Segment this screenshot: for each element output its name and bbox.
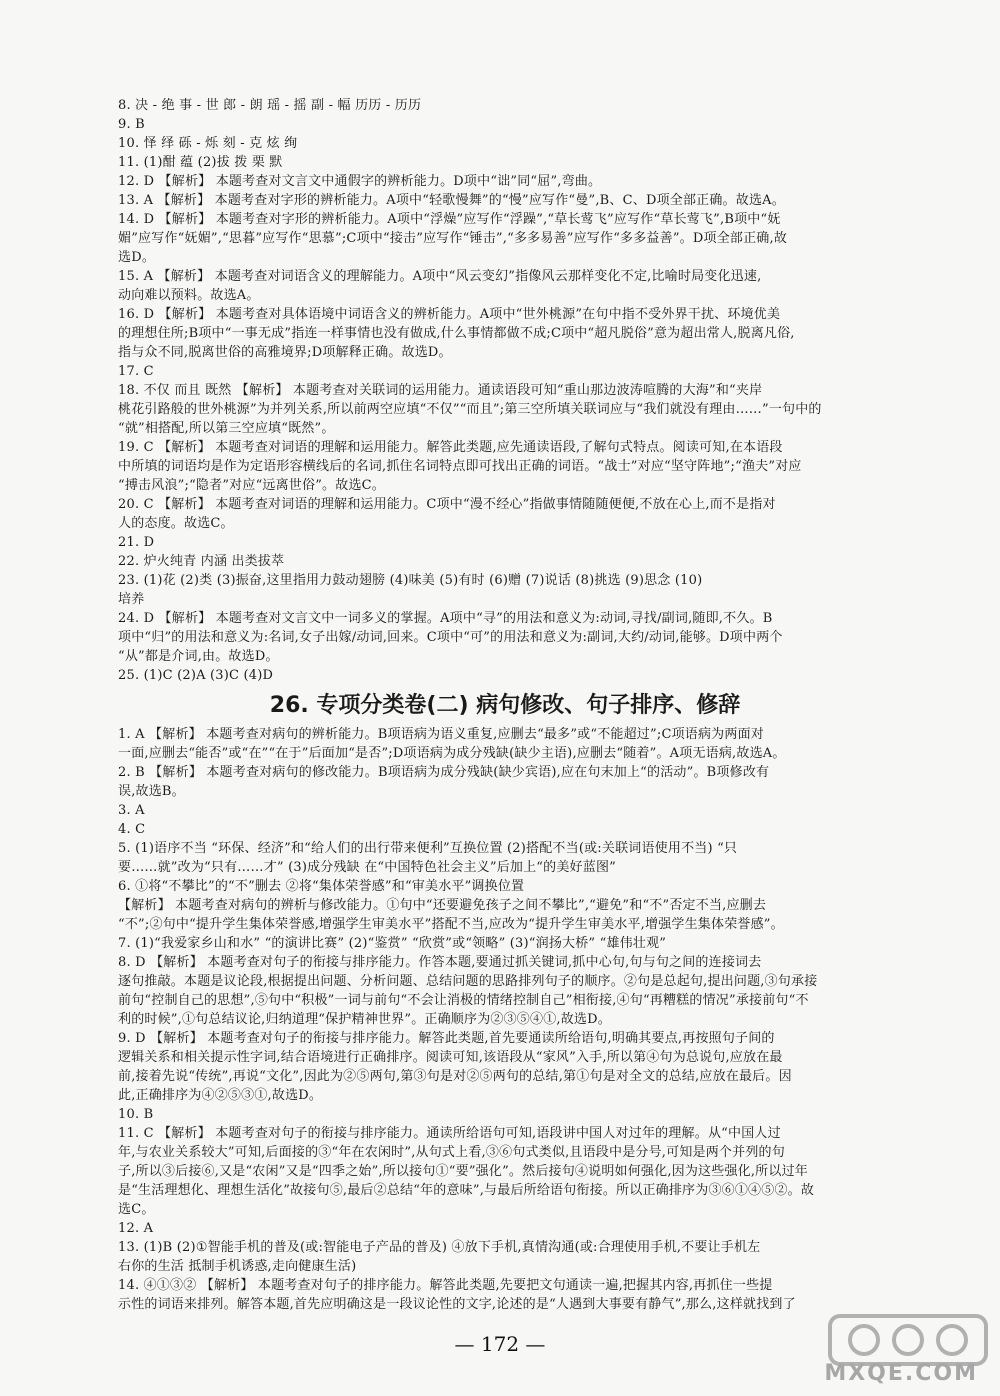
page-number: — 172 — xyxy=(454,1332,546,1356)
answer-line: 利的时候”,①句总结议论,归纳道理“保护精神世界”。正确顺序为②③⑤④①,故选D。 xyxy=(118,1012,611,1027)
answer-line: 15. A 【解析】 本题考查对词语含义的理解能力。A项中“风云变幻”指像风云那样变化不定,比喻时局变化迅速, xyxy=(118,269,762,284)
answer-line: 11. (1)酣 蕴 (2)拔 拨 栗 默 xyxy=(118,155,283,170)
answer-line: 指与众不同,脱离世俗的高雅境界;D项解释正确。故选D。 xyxy=(118,345,452,360)
answer-line: 逐句推敲。本题是议论段,根据提出问题、分析问题、总结问题的思路排列句子的顺序。②句是总起句,提出问题,③句承接 xyxy=(118,974,818,989)
answers-part2 xyxy=(118,725,892,1314)
answer-line: 16. D 【解析】 本题考查对具体语境中词语含义的辨析能力。A项中“世外桃源”在句中指不受外界干扰、环境优美 xyxy=(118,307,781,322)
answer-line: 要……就”改为“只有……才” (3)成分残缺 在“中国特色社会主义”后加上“的美好蓝图” xyxy=(118,860,617,875)
answers-part1 xyxy=(118,96,892,685)
answer-line: 19. C 【解析】 本题考查对词语的理解和运用能力。解答此类题,应先通读语段,了解句式特点。阅读可知,在本语段 xyxy=(118,440,783,455)
answer-line: 选D。 xyxy=(118,250,156,265)
answer-line: 5. (1)语序不当 “环保、经济”和“给人们的出行带来便利”互换位置 (2)搭配不当(或:关联词语使用不当) “只 xyxy=(118,841,738,856)
answer-line: 前句“控制自己的思想”,⑤句中“积极”一词与前句“不会让消极的情绪控制自己”相衔接,④句“再糟糕的情况”承接前句“不 xyxy=(118,993,809,1008)
answer-line: 是“生活理想化、理想生活化”故接句⑤,最后②总结“年的意味”,与最后所给语句衔接。所以正确排序为③⑥①④⑤②。故 xyxy=(118,1183,815,1198)
answer-line: 13. (1)B (2)①智能手机的普及(或:智能电子产品的普及) ④放下手机,真情沟通(或:合理使用手机,不要让手机左 xyxy=(118,1240,761,1255)
answer-line: 前,接着先说“传统”,再说“文化”,因此为②⑤两句,第③句是对②⑤两句的总结,第①句是对全文的总结,应放在最后。因 xyxy=(118,1069,792,1084)
answer-line: “不”;②句中“提升学生集体荣誉感,增强学生审美水平”搭配不当,应改为“提升学生审美水平,增强学生集体荣誉感”。 xyxy=(118,917,784,932)
answer-line: 项中“归”的用法和意义为:名词,女子出嫁/动词,回来。C项中“可”的用法和意义为:副词,大约/动词,能够。D项中两个 xyxy=(118,630,783,645)
answer-line: 1. A 【解析】 本题考查对病句的辨析能力。B项语病为语义重复,应删去“最多”或“不能超过”;C项语病为两面对 xyxy=(118,727,764,742)
answer-line: 示性的词语来排列。解答本题,首先应明确这是一段议论性的文字,论述的是“人遇到大事要有静气”,那么,这样就找到了 xyxy=(118,1297,796,1312)
answer-line: 23. (1)花 (2)类 (3)振奋,这里指用力鼓动翅膀 (4)味美 (5)有时 (6)赠 (7)说话 (8)挑选 (9)思念 (10) xyxy=(118,573,703,588)
answer-line: 媚”应写作“妩媚”,“思暮”应写作“思慕”;C项中“接击”应写作“锤击”,“多多易善”应写作“多多益善”。D项全部正确,故 xyxy=(118,231,788,246)
answer-line: 17. C xyxy=(118,364,154,379)
answer-line: 21. D xyxy=(118,535,155,550)
answer-line: 【解析】 本题考查对病句的辨析与修改能力。①句中“还要避免孩子之间不攀比”,“避免”和“不”否定不当,应删去 xyxy=(118,898,767,913)
answer-line: 右你的生活 抵制手机诱惑,走向健康生活) xyxy=(118,1259,357,1274)
answer-line: 12. D 【解析】 本题考查对文言文中通假字的辨析能力。D项中“诎”同“屈”,弯曲。 xyxy=(118,174,602,189)
answer-line: 13. A 【解析】 本题考查对字形的辨析能力。A项中“轻歌慢舞”的“慢”应写作“曼”,B、C、D项全部正确。故选A。 xyxy=(118,193,785,208)
answer-line: 18. 不仅 而且 既然 【解析】 本题考查对关联词的运用能力。通读语段可知“重山那边波涛喧腾的大海”和“夹岸 xyxy=(118,383,763,398)
answer-line: 10. B xyxy=(118,1107,154,1122)
answer-line: 12. A xyxy=(118,1221,154,1236)
answer-line: 动向难以预料。故选A。 xyxy=(118,288,260,303)
answer-line: 24. D 【解析】 本题考查对文言文中一词多义的掌握。A项中“寻”的用法和意义为:动词,寻找/副词,随即,不久。B xyxy=(118,611,773,626)
answer-line: “就”相搭配,所以第三空应填“既然”。 xyxy=(118,421,335,436)
answer-line: 4. C xyxy=(118,822,146,837)
answer-line: 桃花引路般的世外桃源”为并列关系,所以前两空应填“不仅”“而且”;第三空所填关联词应与“我们就没有理由……”一句中的 xyxy=(118,402,822,417)
answer-line: 6. ①将“不攀比”的“不”删去 ②将“集体荣誉感”和“审美水平”调换位置 xyxy=(118,879,525,894)
answer-line: 11. C 【解析】 本题考查对句子的衔接与排序能力。通读所给语句可知,语段讲中国人对过年的理解。从“中国人过 xyxy=(118,1126,781,1141)
answer-line: 20. C 【解析】 本题考查对词语的理解和运用能力。C项中“漫不经心”指做事情随随便便,不放在心上,而不是指对 xyxy=(118,497,776,512)
watermark-logo xyxy=(824,1312,992,1390)
answer-line: 10. 怿 绎 砾 - 烁 刻 - 克 炫 绚 xyxy=(118,136,298,151)
answer-line: 误,故选B。 xyxy=(118,784,185,799)
answer-line: 14. ④①③② 【解析】 本题考查对句子的排序能力。解答此类题,先要把文句通读一遍,把握其内容,再抓住一些提 xyxy=(118,1278,773,1293)
answer-line: “从”都是介词,由。故选D。 xyxy=(118,649,279,664)
answer-line: 14. D 【解析】 本题考查对字形的辨析能力。A项中“浮燥”应写作“浮躁”,“草长莺飞”应写作“草长莺飞”,B项中“妩 xyxy=(118,212,781,227)
answer-line: 此,正确排序为④②⑤③①,故选D。 xyxy=(118,1088,323,1103)
answer-line: 9. D 【解析】 本题考查对句子的衔接与排序能力。解答此类题,首先要通读所给语句,明确其要点,再按照句子间的 xyxy=(118,1031,775,1046)
answer-line: 2. B 【解析】 本题考查对病句的修改能力。B项语病为成分残缺(缺少宾语),应在句末加上“的活动”。B项修改有 xyxy=(118,765,770,780)
answer-line: 培养 xyxy=(118,592,145,607)
answer-line: 22. 炉火纯青 内涵 出类拔萃 xyxy=(118,554,285,569)
answer-line: 中所填的词语均是作为定语形容横线后的名词,抓住名词特点即可找出正确的词语。“战士”对应“坚守阵地”;“渔夫”对应 xyxy=(118,459,802,474)
answer-line: 年,与农业关系较大”可知,后面接的③“年在农闲时”,从句式上看,③⑥句式类似,且语段中是分号,可知是两个并列的句 xyxy=(118,1145,785,1160)
answer-line: 子,所以③后接⑥,又是“农闲”又是“四季之始”,所以接句①“要”强化”。然后接句④说明如何强化,因为这些强化,所以过年 xyxy=(118,1164,808,1179)
answer-line: 人的态度。故选C。 xyxy=(118,516,234,531)
section-title: 26. 专项分类卷(二) 病句修改、句子排序、修辞 xyxy=(269,693,741,718)
answer-line: 的理想住所;B项中“一事无成”指连一样事情也没有做成,什么事情都做不成;C项中“超凡脱俗”意为超出常人,脱离凡俗, xyxy=(118,326,795,341)
answer-line: 一面,应删去“能否”或“在”“在于”后面加“是否”;D项语病为成分残缺(缺少主语),应删去“随着”。A项无语病,故选A。 xyxy=(118,746,786,761)
watermark-text: MXQE.COM xyxy=(824,1361,978,1386)
answer-line: 8. 决 - 绝 事 - 世 郎 - 朗 瑶 - 摇 副 - 幅 历历 - 历历 xyxy=(118,98,422,113)
answer-line: 9. B xyxy=(118,117,145,132)
answer-line: 8. D 【解析】 本题考查对句子的衔接与排序能力。作答本题,要通过抓关键词,抓中心句,句与句之间的连接词去 xyxy=(118,955,762,970)
answer-line: 逻辑关系和相关提示性字词,结合语境进行正确排序。阅读可知,该语段从“家风”入手,所以第④句为总说句,应放在最 xyxy=(118,1050,783,1065)
answer-line: 3. A xyxy=(118,803,145,818)
answer-line: 25. (1)C (2)A (3)C (4)D xyxy=(118,668,274,683)
answer-line: 选C。 xyxy=(118,1202,155,1217)
document-page xyxy=(118,96,892,1314)
answer-line: 7. (1)“我爱家乡山和水” “的演讲比赛” (2)“鉴赏” “欣赏”或“领略” (3)“润扬大桥” “雄伟壮观” xyxy=(118,936,667,951)
answer-line: “搏击风浪”;“隐者”对应“远离世俗”。故选C。 xyxy=(118,478,386,493)
